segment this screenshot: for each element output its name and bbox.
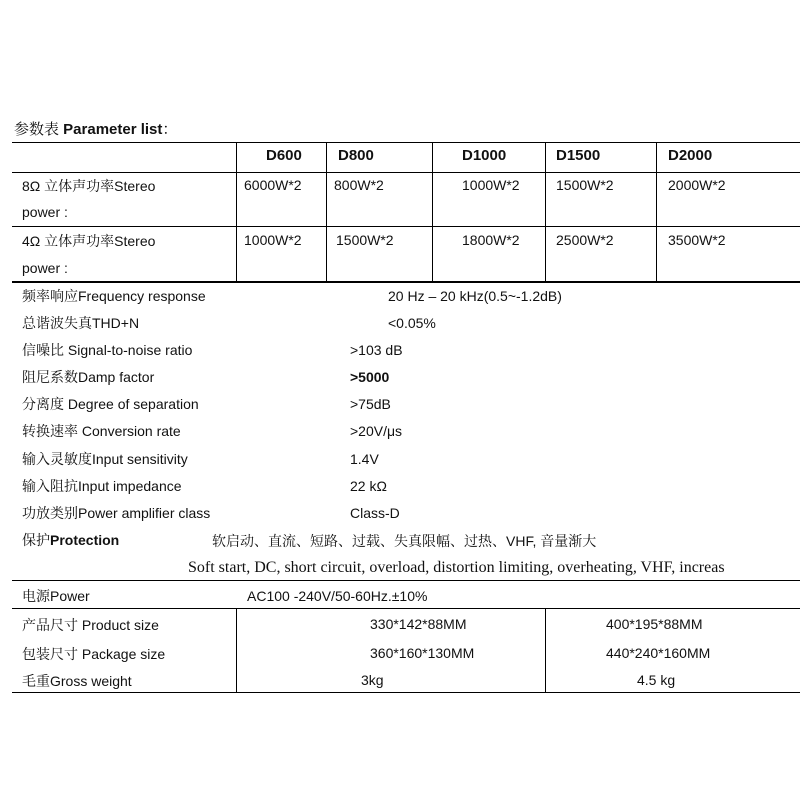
package-size-label: 包装尺寸 Package size (22, 646, 166, 662)
power-4ohm-d2000: 3500W*2 (668, 232, 726, 248)
vrule-2 (326, 142, 327, 282)
protection-label-cn: 保护 (22, 532, 50, 548)
spec-value-thd: <0.05% (388, 315, 436, 331)
spec-label-class: 功放类别Power amplifier class (22, 505, 211, 521)
spec-value-sensitivity: 1.4V (350, 451, 379, 467)
power-4ohm-d1000: 1800W*2 (462, 232, 520, 248)
model-d800: D800 (338, 147, 374, 164)
spec-label-snr: 信噪比 Signal-to-noise ratio (22, 342, 193, 358)
model-d2000: D2000 (668, 147, 713, 164)
rule-protection-bottom (12, 580, 800, 581)
rule-top (12, 142, 800, 143)
power-8ohm-label-2: power : (22, 204, 68, 220)
spec-value-impedance: 22 kΩ (350, 478, 387, 494)
vrule-lower-1 (236, 608, 237, 692)
power-4ohm-d600: 1000W*2 (244, 232, 302, 248)
model-d1000: D1000 (462, 147, 507, 164)
spec-label-sensitivity: 输入灵敏度Input sensitivity (22, 451, 188, 467)
spec-label-damp: 阻尼系数Damp factor (22, 369, 155, 385)
model-d1500: D1500 (556, 147, 601, 164)
power-8ohm-d2000: 2000W*2 (668, 177, 726, 193)
spec-value-separation: >75dB (350, 396, 391, 412)
package-size-a: 360*160*130MM (370, 645, 475, 661)
protection-label-en: Protection (50, 532, 120, 548)
gross-weight-b: 4.5 kg (637, 672, 676, 688)
power-supply-label: 电源Power (22, 588, 90, 604)
power-4ohm-label-2: power : (22, 260, 68, 276)
title-cn: 参数表 (14, 121, 64, 138)
protection-label (22, 531, 119, 549)
product-size-label: 产品尺寸 Product size (22, 617, 159, 633)
rule-bottom (12, 692, 800, 693)
product-size-b: 400*195*88MM (606, 616, 703, 632)
vrule-4 (545, 142, 546, 282)
power-4ohm-d800: 1500W*2 (336, 232, 394, 248)
power-4ohm-label: 4Ω 立体声功率Stereo (22, 233, 156, 249)
spec-label-frequency: 频率响应Frequency response (22, 288, 206, 304)
spec-value-snr: >103 dB (350, 342, 403, 358)
title-en: Parameter list (63, 121, 163, 138)
rule-row1-bottom (12, 226, 800, 227)
power-8ohm-d800: 800W*2 (334, 177, 384, 193)
vrule-3 (432, 142, 433, 282)
power-4ohm-d1500: 2500W*2 (556, 232, 614, 248)
vrule-1 (236, 142, 237, 282)
vrule-lower-2 (545, 608, 546, 692)
spec-value-damp: >5000 (350, 369, 390, 385)
page-title (14, 118, 177, 139)
power-8ohm-d1000: 1000W*2 (462, 177, 520, 193)
power-8ohm-d1500: 1500W*2 (556, 177, 614, 193)
spec-value-frequency: 20 Hz – 20 kHz(0.5~-1.2dB) (388, 288, 562, 304)
power-supply-value: AC100 -240V/50-60Hz.±10% (247, 588, 428, 604)
rule-header-bottom (12, 172, 800, 173)
rule-power-bottom (12, 608, 800, 609)
protection-value-en: Soft start, DC, short circuit, overload, distortion limiting, overheating, VHF, increas (188, 559, 725, 576)
power-8ohm-label: 8Ω 立体声功率Stereo (22, 178, 156, 194)
model-d600: D600 (266, 147, 302, 164)
gross-weight-a: 3kg (361, 672, 384, 688)
spec-label-thd: 总谐波失真THD+N (22, 315, 140, 331)
spec-value-class: Class-D (350, 505, 400, 521)
title-suffix: ： (162, 121, 178, 138)
spec-label-conversion: 转换速率 Conversion rate (22, 423, 181, 439)
spec-label-separation: 分离度 Degree of separation (22, 396, 199, 412)
rule-row2-bottom (12, 281, 800, 283)
power-8ohm-d600: 6000W*2 (244, 177, 302, 193)
product-size-a: 330*142*88MM (370, 616, 467, 632)
package-size-b: 440*240*160MM (606, 645, 711, 661)
spec-label-impedance: 输入阻抗Input impedance (22, 478, 182, 494)
spec-value-conversion: >20V/μs (350, 423, 403, 439)
gross-weight-label: 毛重Gross weight (22, 673, 132, 689)
vrule-5 (656, 142, 657, 282)
protection-value-cn: 软启动、直流、短路、过载、失真限幅、过热、VHF, 音量渐大 (212, 533, 597, 549)
